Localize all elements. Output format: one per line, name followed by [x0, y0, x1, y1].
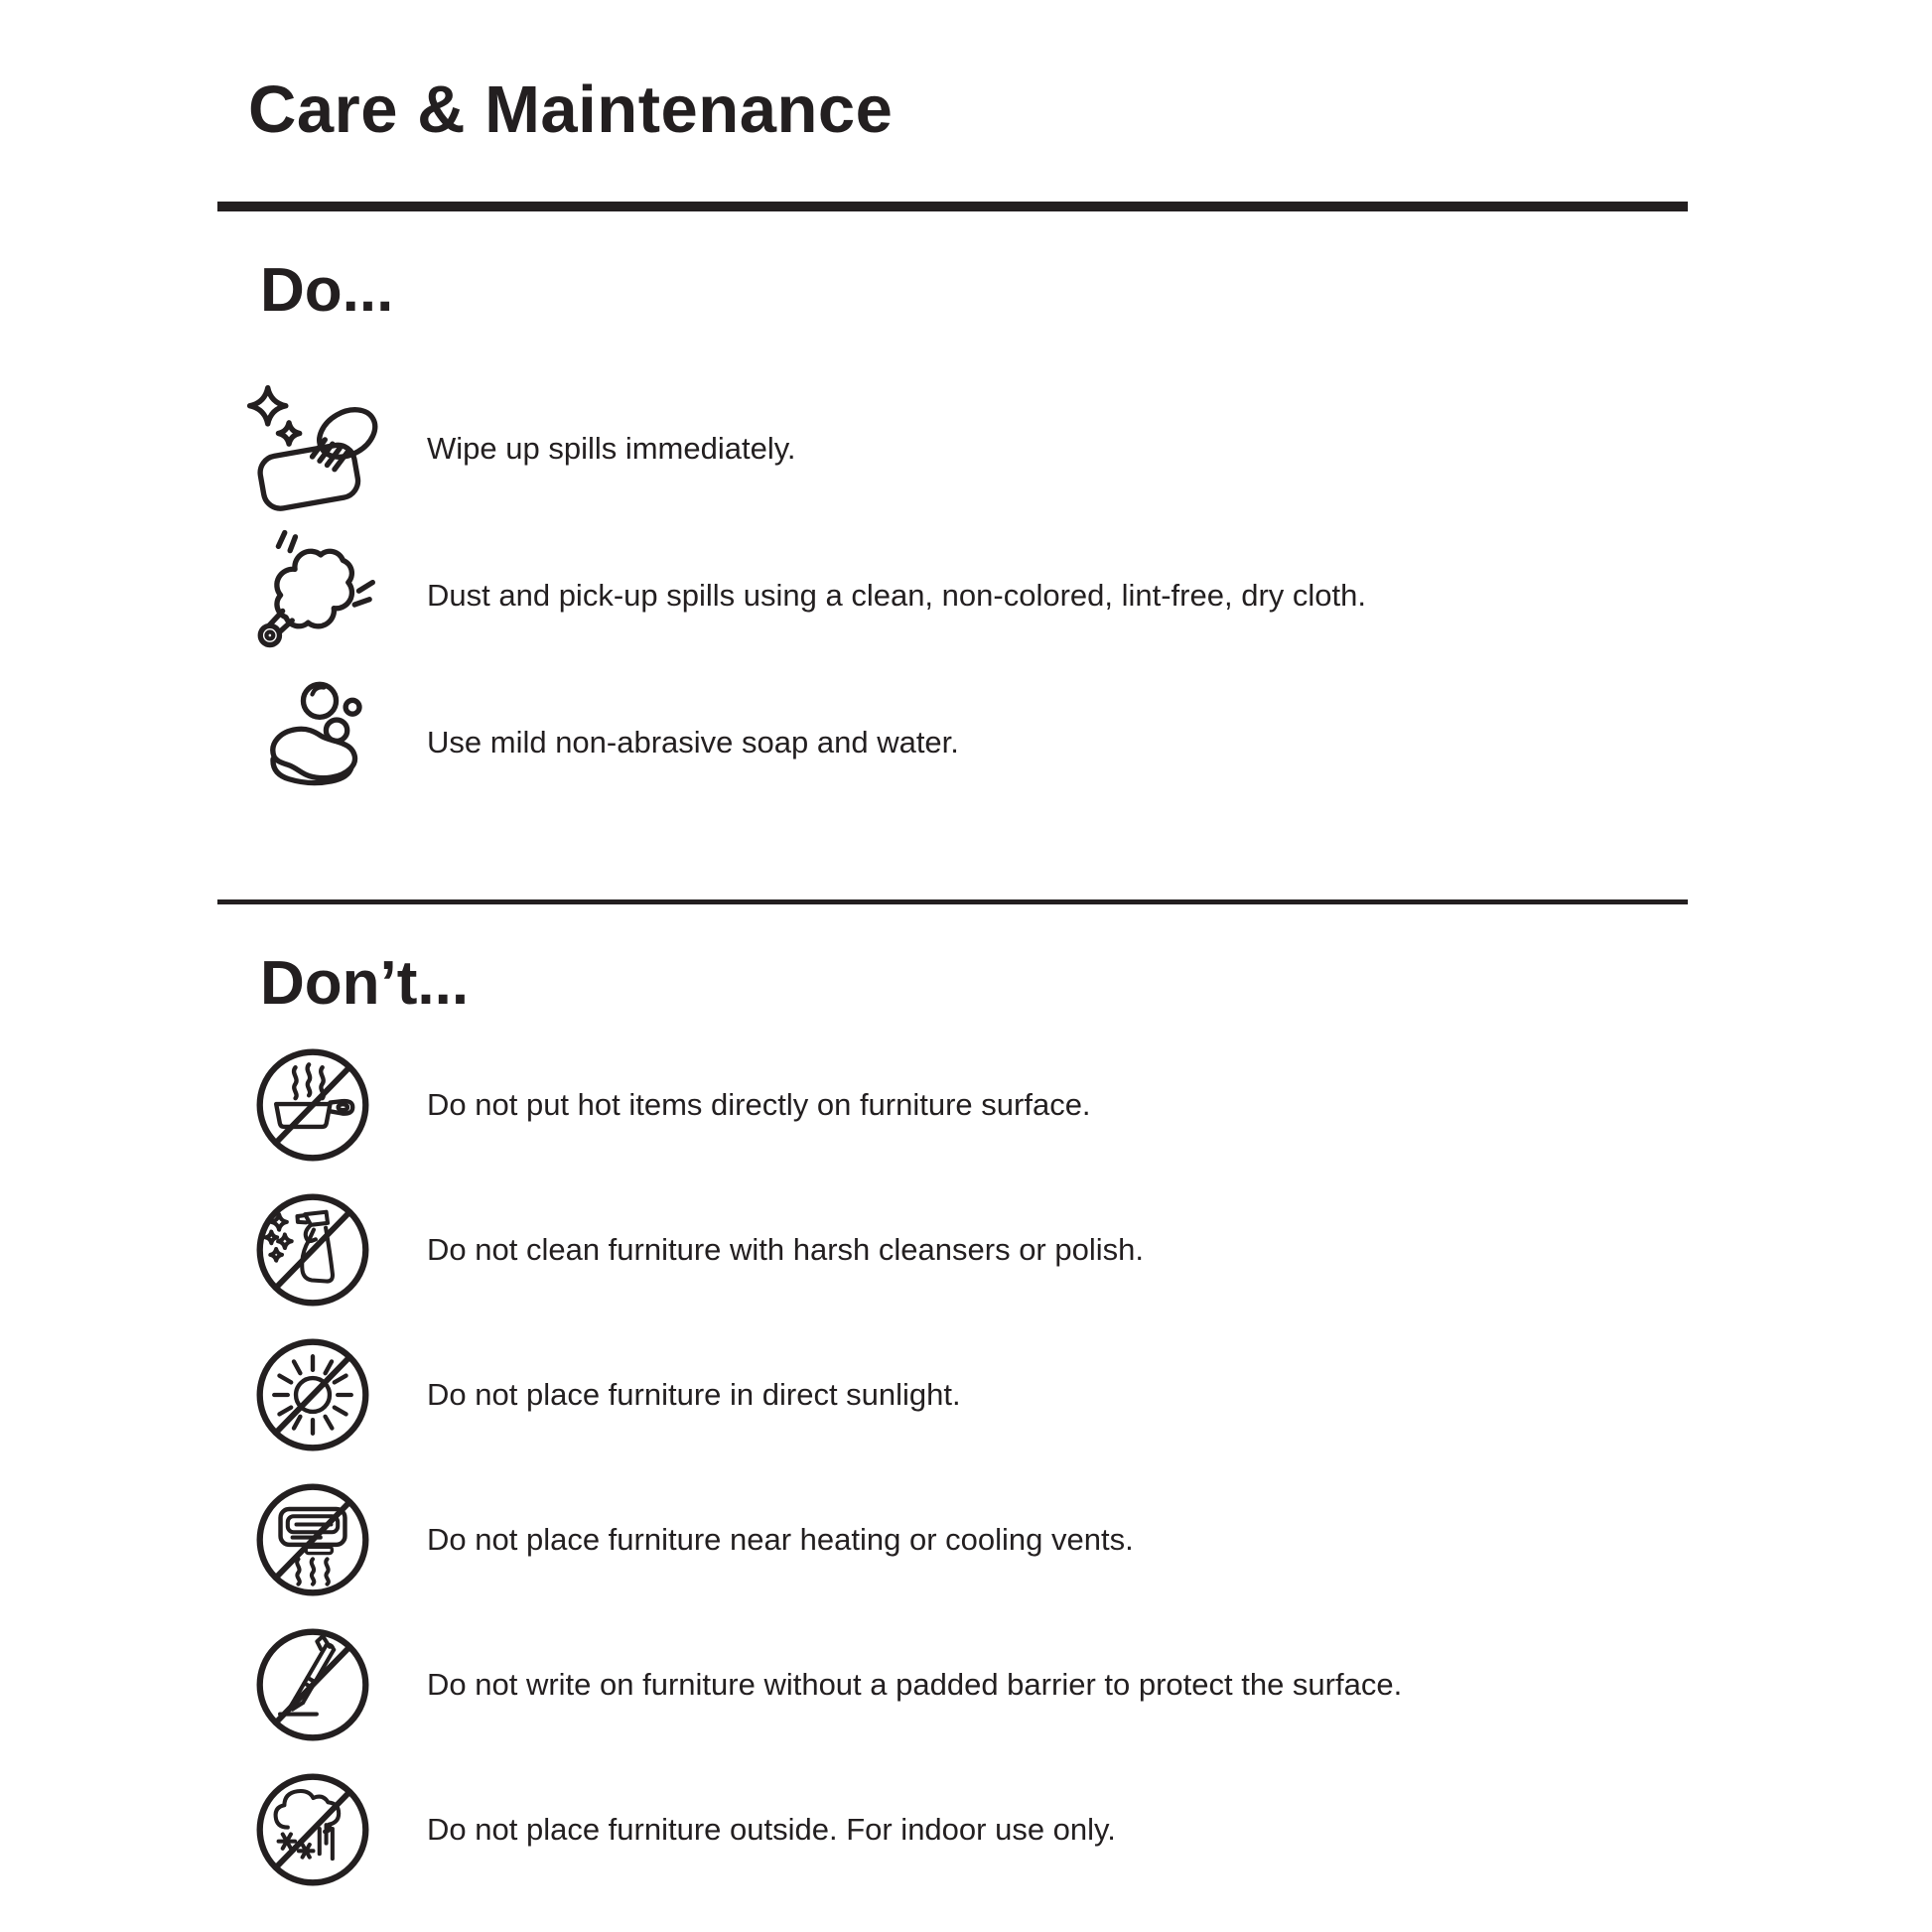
- wipe-hand-sparkles-icon: [236, 376, 403, 521]
- care-instruction-text: Do not place furniture outside. For indoor use only.: [427, 1812, 1116, 1847]
- dont-row-sunlight: [0, 1322, 1932, 1467]
- care-instruction-text: Wipe up spills immediately.: [427, 431, 796, 466]
- care-instruction-text: Do not put hot items directly on furniture surface.: [427, 1087, 1091, 1122]
- no-outdoor-weather-icon: [250, 1767, 375, 1892]
- feather-duster-icon: [236, 523, 403, 668]
- dont-row-vents: [0, 1467, 1932, 1612]
- do-row-soap: [0, 669, 1932, 816]
- do-row-wipe: [0, 375, 1932, 522]
- do-section-heading: Do...: [260, 256, 394, 325]
- title-divider: [217, 202, 1688, 211]
- dont-row-harsh-cleansers: [0, 1177, 1932, 1322]
- dont-row-outside: [0, 1757, 1932, 1902]
- do-row-dust: [0, 522, 1932, 669]
- dont-row-writing: [0, 1612, 1932, 1757]
- no-writing-pen-icon: [250, 1622, 375, 1747]
- dont-section-heading: Don’t...: [260, 949, 470, 1018]
- do-section: [0, 375, 1932, 816]
- page-title: Care & Maintenance: [248, 72, 894, 147]
- sponge-bubbles-icon: [236, 670, 403, 815]
- dont-row-hot-items: [0, 1033, 1932, 1177]
- care-instruction-text: Do not write on furniture without a padded barrier to protect the surface.: [427, 1667, 1403, 1702]
- no-spray-cleaner-icon: [250, 1187, 375, 1312]
- dont-section: [0, 1033, 1932, 1902]
- care-instruction-text: Do not clean furniture with harsh cleansers or polish.: [427, 1232, 1144, 1267]
- no-heating-vent-icon: [250, 1477, 375, 1602]
- care-instruction-text: Do not place furniture near heating or cooling vents.: [427, 1522, 1134, 1557]
- care-instruction-text: Use mild non-abrasive soap and water.: [427, 725, 959, 759]
- care-instruction-text: Do not place furniture in direct sunlight.: [427, 1377, 961, 1412]
- care-instruction-text: Dust and pick-up spills using a clean, non-colored, lint-free, dry cloth.: [427, 578, 1366, 613]
- no-direct-sunlight-icon: [250, 1332, 375, 1457]
- no-hot-pan-icon: [250, 1042, 375, 1168]
